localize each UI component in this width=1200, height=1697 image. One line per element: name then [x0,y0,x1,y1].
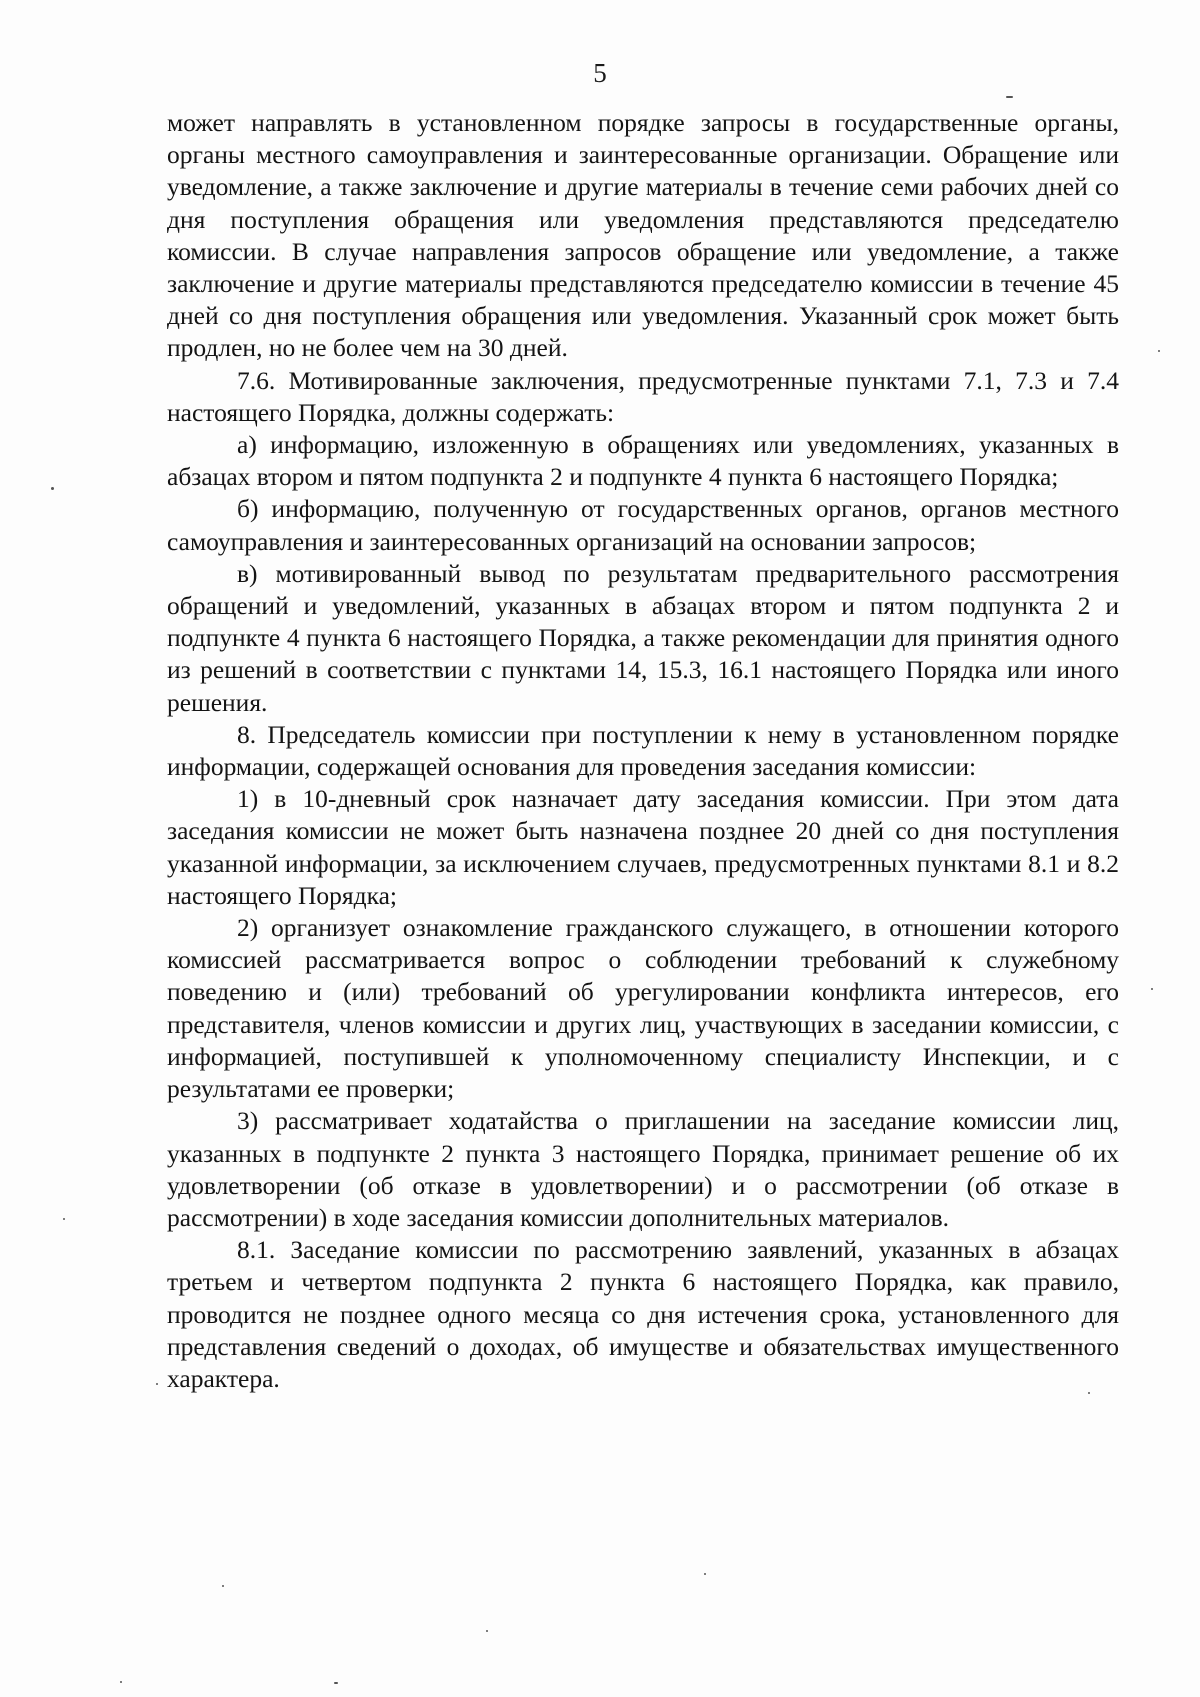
paragraph: в) мотивированный вывод по результатам предварительного рассмотрения обращений и уведомлений, указанных в абзацах втором и пятом подпункта 2 и подпункте 4 пункта 6 настоящего Порядка, а также рекомендации для принятия одного из решений в соответствии с пунктами 14, 15.3, 16.1 настоящего Порядка или иного решения. [167,558,1119,717]
paragraph: 8.1. Заседание комиссии по рассмотрению заявлений, указанных в абзацах третьем и четвертом подпункта 2 пункта 6 настоящего Порядка, как правило, проводится не позднее одного месяца со дня истечения срока, установленного для представления сведений о доходах, об имуществе и обязательствах имущественного характера. [167,1235,1119,1393]
paragraph: 3) рассматривает ходатайства о приглашении на заседание комиссии лиц, указанных в подпункте 2 пункта 3 настоящего Порядка, принимает решение об их удовлетворении (об отказе в удовлетворении) и о рассмотрении (об отказе в рассмотрении) в ходе заседания комиссии дополнительных материалов. [167,1106,1119,1232]
scan-speck [1006,96,1013,98]
scan-speck [51,487,54,490]
scan-speck [1088,1392,1090,1394]
paragraph: 7.6. Мотивированные заключения, предусмотренные пунктами 7.1, 7.3 и 7.4 настоящего Порядка, должны содержать: [167,365,1119,427]
paragraph: б) информацию, полученную от государственных органов, органов местного самоуправления и заинтересованных организаций на основании запросов; [167,494,1119,556]
scan-speck [486,1630,488,1632]
scan-speck [1151,988,1153,990]
page-number: 5 [593,58,607,88]
scan-speck [704,1573,706,1575]
scan-speck [222,1585,224,1587]
scan-speck [1158,350,1160,352]
paragraph: 2) организует ознакомление гражданского служащего, в отношении которого комиссией рассматривается вопрос о соблюдении требований к служебному поведению и (или) требований об урегулировании конфликта интересов, его представителя, членов комиссии и других лиц, участвующих в заседании комиссии, с информацией, поступившей к уполномоченному специалисту Инспекции, и с результатами ее проверки; [167,913,1119,1104]
scan-speck [334,1682,338,1684]
paragraph: может направлять в установленном порядке запросы в государственные органы, органы местного самоуправления и заинтересованные организации. Обращение или уведомление, а также заключение и другие материалы в течение семи рабочих дней со дня поступления обращения или уведомления представляются председателю комиссии. В случае направления запросов обращение или уведомление, а также заключение и другие материалы представляются председателю комиссии в течение 45 дней со дня поступления обращения или уведомления. Указанный срок может быть продлен, но не более чем на 30 дней. [167,108,1119,363]
scan-speck [120,1681,122,1683]
paragraph: 8. Председатель комиссии при поступлении к нему в установленном порядке информации, содержащей основания для проведения заседания комиссии: [167,719,1119,782]
paragraph: 1) в 10-дневный срок назначает дату заседания комиссии. При этом дата заседания комиссии не может быть назначена позднее 20 дней со дня поступления указанной информации, за исключением случаев, предусмотренных пунктами 8.1 и 8.2 настоящего Порядка; [167,784,1119,910]
document-body [167,107,1119,1395]
scan-speck [63,1218,65,1220]
scan-speck [156,1383,158,1385]
paragraph: а) информацию, изложенную в обращениях или уведомлениях, указанных в абзацах втором и пятом подпункта 2 и подпункте 4 пункта 6 настоящего Порядка; [167,430,1119,492]
